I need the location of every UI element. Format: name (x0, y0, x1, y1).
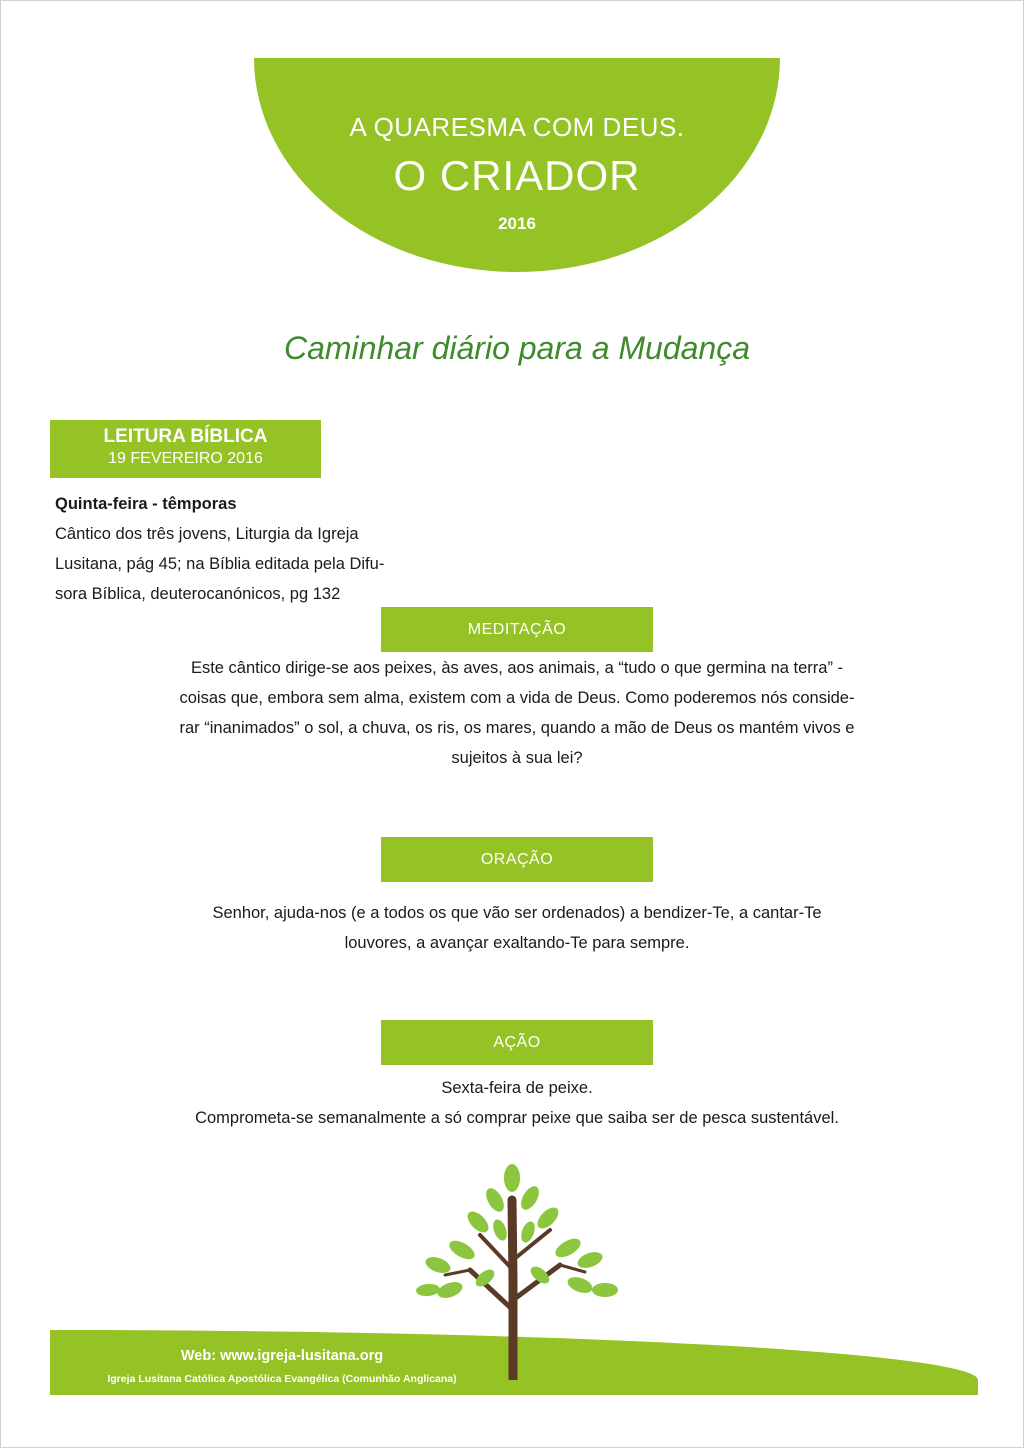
prayer-text (120, 898, 914, 958)
reading-title: LEITURA BÍBLICA (103, 426, 268, 447)
prayer-line: louvores, a avançar exaltando-Te para sempre. (344, 934, 690, 952)
action-text (120, 1073, 914, 1133)
header-title-line1: A QUARESMA COM DEUS. (349, 112, 685, 142)
meditation-line: rar “inanimados” o sol, a chuva, os ris, os mares, quando a mão de Deus os mantém vivos e (179, 719, 855, 737)
header-title-line2: O CRIADOR (393, 152, 641, 199)
reading-day: Quinta-feira - têmporas (55, 495, 237, 513)
meditation-text (120, 653, 914, 773)
meditation-line: sujeitos à sua lei? (451, 749, 583, 767)
action-line: Comprometa-se semanalmente a só comprar peixe que saiba ser de pesca sustentável. (195, 1109, 839, 1127)
reading-label-box (50, 420, 321, 478)
action-heading: AÇÃO (381, 1020, 653, 1065)
reading-text (55, 489, 445, 609)
footer-website: Web: www.igreja-lusitana.org (180, 1348, 384, 1364)
tree-icon (400, 1160, 630, 1380)
reading-line: Lusitana, pág 45; na Bíblia editada pela Difu- (55, 555, 385, 573)
footer-organization: Igreja Lusitana Católica Apostólica Evangélica (Comunhão Anglicana) (107, 1373, 457, 1385)
reading-line: sora Bíblica, deuterocanónicos, pg 132 (55, 585, 341, 603)
header-year: 2016 (498, 214, 536, 233)
meditation-line: Este cântico dirige-se aos peixes, às aves, aos animais, a “tudo o que germina na terra” - (190, 659, 844, 677)
page-subtitle: Caminhar diário para a Mudança (283, 330, 751, 366)
prayer-heading: ORAÇÃO (381, 837, 653, 882)
meditation-line: coisas que, embora sem alma, existem com a vida de Deus. Como poderemos nós conside- (179, 689, 855, 707)
reading-date: 19 FEVEREIRO 2016 (108, 450, 263, 467)
meditation-heading: MEDITAÇÃO (381, 607, 653, 652)
prayer-line: Senhor, ajuda-nos (e a todos os que vão ser ordenados) a bendizer-Te, a cantar-Te (212, 904, 822, 922)
action-line: Sexta-feira de peixe. (441, 1079, 593, 1097)
reading-line: Cântico dos três jovens, Liturgia da Igreja (55, 525, 359, 543)
